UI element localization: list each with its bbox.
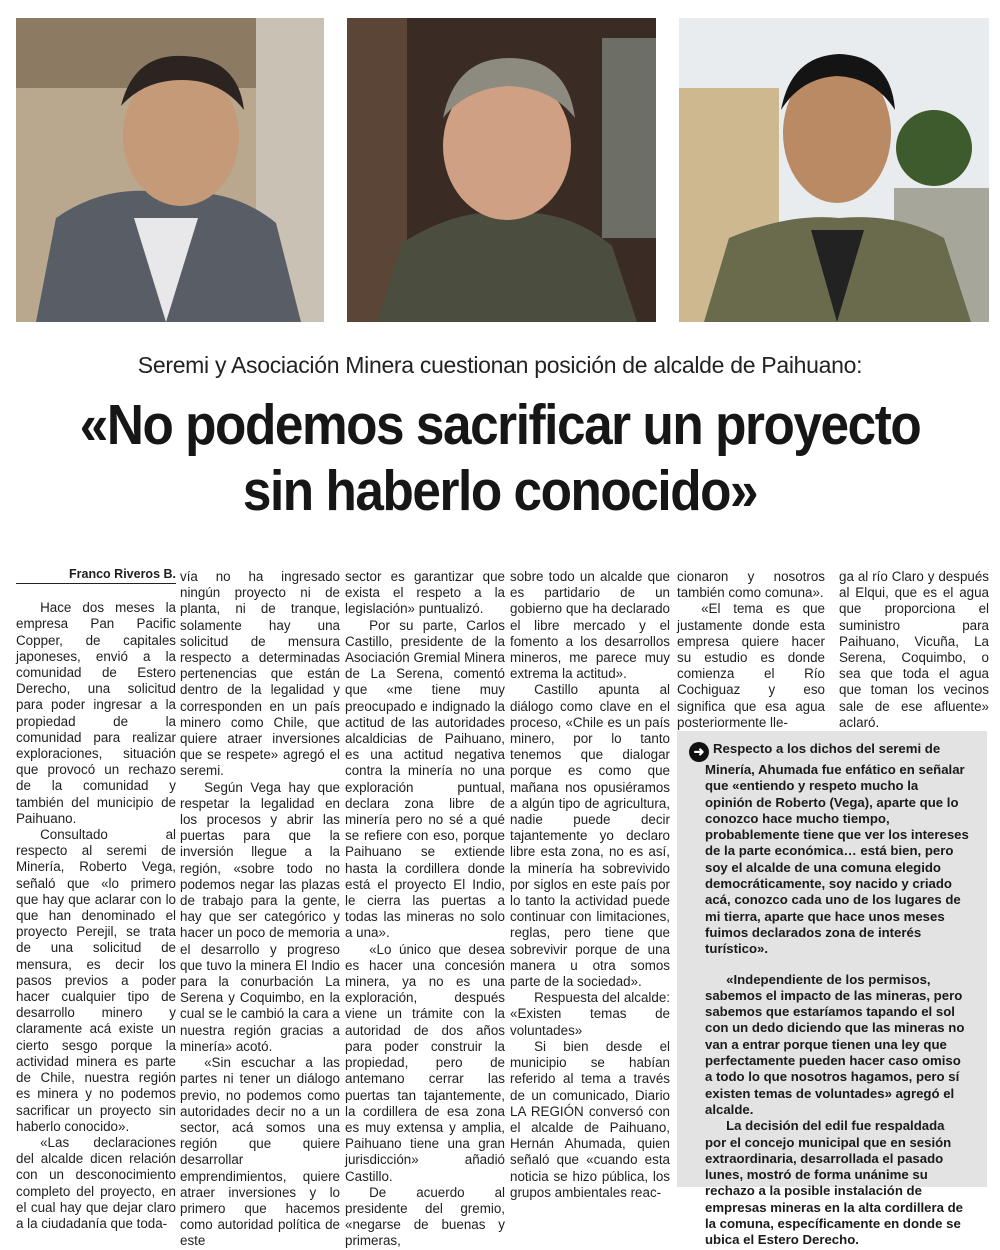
article-column-4 xyxy=(510,569,670,1201)
paragraph: vía no ha ingresado ningún proyecto ni de planta, ni de tranque, solamente hay una solicitud de mensura respecto a determinadas pertenencias que están dentro de la legalidad y corresponden en un país minero como Chile, que quiere atraer inversiones que se respete» agregó el seremi. xyxy=(180,569,340,779)
subheading: Respuesta del alcalde: «Existen temas de voluntades» xyxy=(510,990,670,1038)
headline-line-1: «No podemos sacrificar un proyecto xyxy=(79,393,921,457)
arrow-right-icon: ➜ xyxy=(689,742,709,762)
paragraph: Según Vega hay que respetar la legalidad en los procesos y abrir las puertas para que la inversión llegue a la región, «sobre todo no podemos negar las plazas de trabajo para la gente, hay que ser categórico y hacer un poco de memoria el desarrollo y progreso que tuvo la minera El Indio para la conurbación La Serena y Coquimbo, en la cual se le cambió la cara a nuestra región gracias a minería» acotó. xyxy=(180,779,340,1054)
sidebar-paragraph: La decisión del edil fue respaldada por el concejo municipal que en sesión extraordinaria, desarrollada el pasado lunes, mostró de forma unánime su rechazo a la posible instalación de empresas mineras en la alta cordillera de la comuna, específicamente en donde se ubica el Estero Derecho. xyxy=(705,1118,964,1248)
paragraph: «El tema es que justamente donde esta empresa quiere hacer su estudio es donde comienza el Río Cochiguaz y eso significa que esa agua posteriormente lle- xyxy=(677,601,825,730)
paragraph: Por su parte, Carlos Castillo, presidente de la Asociación Gremial Minera de La Serena, comentó que «me tiene muy preocupado e indignado la actitud de las autoridades alcaldicias de Paihuano, es una actitud negativa contra la minería no una exploración puntual, declara zona libre de minería pero no sé a qué se refiere con eso, porque Paihuano se extiende hasta la cordillera donde está el proyecto El Indio, le cierra las puertas a todas las mineras no solo a una». xyxy=(345,617,506,941)
paragraph: Consultado al respecto al seremi de Minería, Roberto Vega, señaló que «lo primero que hay que aclarar con lo que han denominado el proyecto Perejil, se trata de una solicitud de mensura, es decir los pasos previos a poder hacer cualquier tipo de desarrollo minero y claramente acá existe un cierto sesgo porque la actividad minera es parte de Chile, nuestra región es minera y no podemos sacrificar un proyecto sin haberlo conocido». xyxy=(16,827,176,1134)
paragraph: Si bien desde el municipio se habían referido al tema a través de un comunicado, Diario LA REGIÓN conversó con el alcalde de Paihuano, Hernán Ahumada, quien señaló que «cuando esta noticia se hizo pública, los grupos ambientales reac- xyxy=(510,1038,670,1200)
paragraph: sector es garantizar que exista el respeto a la legislación» puntualizó. xyxy=(345,569,505,617)
sidebar-text: Respecto a los dichos del seremi de Minería, Ahumada fue enfático en señalar que «entiendo y respeto mucho la opinión de Roberto (Vega), aparte que lo conozco hace mucho tiempo, probablemente tiene que ver los intereses de la parte económica… está bien, pero soy el alcalde de una comuna elegido democráticamente, soy nacido y criado acá, conozco cada uno de los lugares de mi tierra, aparte que hace unos meses fuimos declarados zona de interés turístico». xyxy=(705,741,969,957)
paragraph: De acuerdo al presidente del gremio, «negarse de buenas y primeras, xyxy=(345,1184,505,1249)
photo-roberto-vega xyxy=(16,18,324,322)
sidebar-paragraph: «Independiente de los permisos, sabemos el impacto de las mineras, pero sabemos que estaríamos tapando el sol con un dedo diciendo que las mineras no van a entrar porque tienen una ley que perfectamente pueden hacer caso omiso a todo lo que nosotros hagamos, pero sí existen temas de voluntades» agregó el alcalde. xyxy=(705,971,965,1117)
article-column-5 xyxy=(677,569,825,731)
article-column-6 xyxy=(839,569,989,731)
headline xyxy=(50,392,950,524)
sidebar-box xyxy=(677,731,987,1248)
byline: Franco Riveros B. xyxy=(16,566,176,584)
paragraph: «Lo único que desea es hacer una concesión minera, ya no es una exploración, después viene un trámite con la autoridad de dos años para poder construir la propiedad, pero de antemano cerrar las puertas tan tajantemente, la cordillera de esa zona es muy extensa y amplia, Paihuano tiene una gran jurisdicción» añadió Castillo. xyxy=(345,941,505,1184)
article-column-3 xyxy=(345,569,505,1250)
paragraph: ga al río Claro y después al Elqui, que es el agua que proporciona el suministro para Paihuano, Vicuña, La Serena, Coquimbo, o sea que toda el agua que toman los vecinos sale de ese afluente» aclaró. xyxy=(839,569,989,730)
paragraph: cionaron y nosotros también como comuna». xyxy=(677,569,825,601)
kicker: Seremi y Asociación Minera cuestionan posición de alcalde de Paihuano: xyxy=(137,352,863,378)
paragraph: «Sin escuchar a las partes ni tener un diálogo previo, no podemos como autoridades decir no a un sector, acá somos una región que quiere desarrollar emprendimientos, quiere atraer inversiones y lo primero que hacemos como autoridad política de este xyxy=(180,1055,340,1249)
paragraph: Hace dos meses la empresa Pan Pacific Copper, de capitales japoneses, envió a la comunidad de Estero Derecho, una solicitud para poder ingresar a la propiedad de la comunidad para realizar exploraciones, situación que provocó un rechazo de la comunidad y también del municipio de Paihuano. xyxy=(16,600,176,826)
paragraph: sobre todo un alcalde que es partidario de un gobierno que ha declarado el libre mercado y el fomento a los desarrollos mineros, me parece muy extrema la actitud». xyxy=(510,569,670,682)
sidebar-paragraph xyxy=(693,741,969,958)
headline-line-2: sin haberlo conocido» xyxy=(242,459,758,523)
photo-hernan-ahumada xyxy=(679,18,989,322)
article-column-1 xyxy=(16,566,176,1232)
paragraph: «Las declaraciones del alcalde dicen relación con un desconocimiento completo del proyecto, en el cual hay que dejar claro a la ciudadanía que toda- xyxy=(16,1134,176,1231)
paragraph: Castillo apunta al diálogo como clave en el proceso, «Chile es un país minero, por lo tanto tenemos que dialogar porque es como que mañana nos opusiéramos a algún tipo de agricultura, nadie puede decir tajantemente yo declaro libre esta zona, no es así, la minería ha sobrevivido por siglos en este país por lo tanto la actividad puede continuar con limitaciones, reglas, pero tiene que sobrevivir porque de una manera u otra somos parte de la sociedad». xyxy=(510,682,670,990)
article-column-2 xyxy=(180,569,340,1250)
photo-carlos-castillo xyxy=(347,18,656,322)
